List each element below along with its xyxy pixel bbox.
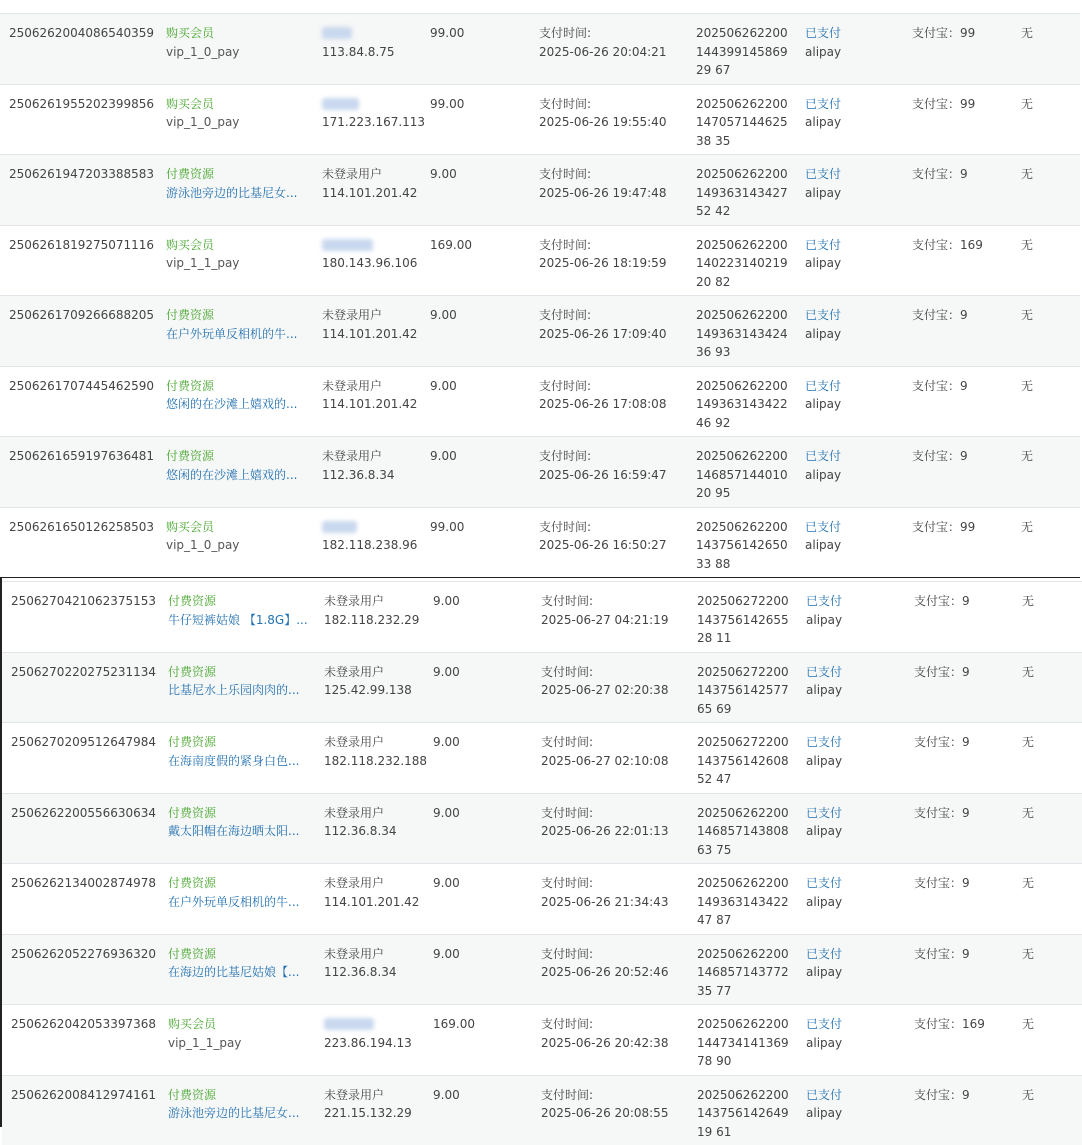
- order-amount: 169.00: [430, 236, 472, 255]
- note-value: 无: [1021, 165, 1033, 184]
- pay-time-value: 2025-06-26 16:59:47: [539, 466, 666, 485]
- pay-method: alipay: [806, 963, 842, 982]
- trade-number: 20250626220014473414136978 90: [697, 1015, 795, 1071]
- order-type-cell: [166, 306, 306, 343]
- user-cell: [322, 447, 395, 484]
- order-type-label: 付费资源: [168, 663, 308, 682]
- status-cell: [806, 733, 842, 770]
- user-cell: [322, 377, 417, 414]
- status-cell: [805, 165, 841, 202]
- pay-time-value: 2025-06-27 04:21:19: [541, 611, 668, 630]
- user-name-wrap: [322, 95, 425, 114]
- order-type-cell: [166, 95, 306, 132]
- order-type-label: 付费资源: [168, 945, 308, 964]
- note-value: 无: [1021, 95, 1033, 114]
- order-amount: 9.00: [430, 377, 457, 396]
- pay-time-value: 2025-06-26 22:01:13: [541, 822, 668, 841]
- pay-time-cell: [541, 1015, 668, 1052]
- user-cell: [324, 733, 427, 770]
- order-item-link[interactable]: vip_1_1_pay: [166, 254, 306, 273]
- order-item-link[interactable]: 戴太阳帽在海边晒太阳...: [168, 822, 306, 841]
- trade-number: 20250626220014685714380863 75: [697, 804, 795, 860]
- table-row: [0, 295, 1080, 366]
- pay-time-value: 2025-06-27 02:20:38: [541, 681, 668, 700]
- pay-time-cell: [541, 804, 668, 841]
- user-cell: [324, 663, 412, 700]
- note-value: 无: [1022, 874, 1034, 893]
- pay-detail: 支付宝：169: [912, 236, 983, 255]
- order-amount: 9.00: [430, 165, 457, 184]
- order-type-label: 购买会员: [168, 1015, 308, 1034]
- pay-time-value: 2025-06-26 19:55:40: [539, 113, 666, 132]
- pay-time-label: 支付时间:: [539, 165, 666, 184]
- order-number: 2506261650126258503: [9, 518, 154, 537]
- order-item-link[interactable]: 在户外玩单反相机的牛...: [166, 325, 304, 344]
- user-name: 未登录用户: [322, 306, 417, 325]
- order-number: 2506262200556630634: [11, 804, 156, 823]
- pay-time-label: 支付时间:: [541, 874, 668, 893]
- trade-number: 20250626220014375614264919 61: [697, 1086, 795, 1142]
- table-row: [2, 722, 1082, 793]
- pay-time-label: 支付时间:: [541, 1015, 668, 1034]
- user-cell: [322, 165, 417, 202]
- pay-detail: 支付宝：9: [912, 447, 968, 466]
- status-paid[interactable]: 已支付: [806, 592, 842, 611]
- note-value: 无: [1022, 592, 1034, 611]
- user-cell: [322, 24, 395, 61]
- order-item-link[interactable]: 游泳池旁边的比基尼女...: [168, 1104, 306, 1123]
- order-number: 2506262052276936320: [11, 945, 156, 964]
- status-paid[interactable]: 已支付: [805, 377, 841, 396]
- status-paid[interactable]: 已支付: [806, 733, 842, 752]
- order-amount: 9.00: [433, 733, 460, 752]
- order-type-label: 购买会员: [166, 95, 306, 114]
- order-amount: 9.00: [430, 306, 457, 325]
- order-amount: 9.00: [433, 1086, 460, 1105]
- order-amount: 99.00: [430, 24, 464, 43]
- pay-time-label: 支付时间:: [541, 804, 668, 823]
- pay-time-cell: [541, 663, 668, 700]
- order-type-cell: [166, 236, 306, 273]
- pay-time-value: 2025-06-26 16:50:27: [539, 536, 666, 555]
- status-cell: [805, 236, 841, 273]
- trade-number: 20250626220014936314342752 42: [696, 165, 794, 221]
- user-ip: 221.15.132.29: [324, 1104, 412, 1123]
- pay-detail: 支付宝：9: [914, 663, 970, 682]
- order-item-link[interactable]: vip_1_1_pay: [168, 1034, 308, 1053]
- status-paid[interactable]: 已支付: [805, 306, 841, 325]
- order-type-label: 购买会员: [166, 518, 306, 537]
- pay-method: alipay: [805, 466, 841, 485]
- pay-method: alipay: [805, 325, 841, 344]
- note-value: 无: [1022, 804, 1034, 823]
- note-value: 无: [1021, 377, 1033, 396]
- pay-detail: 支付宝：9: [914, 804, 970, 823]
- user-name: 未登录用户: [322, 377, 417, 396]
- pay-method: alipay: [805, 113, 841, 132]
- order-type-label: 付费资源: [168, 733, 308, 752]
- status-paid[interactable]: 已支付: [805, 236, 841, 255]
- user-ip: 114.101.201.42: [322, 395, 417, 414]
- order-item-link[interactable]: 悠闲的在沙滩上嬉戏的...: [166, 395, 304, 414]
- note-value: 无: [1021, 24, 1033, 43]
- pay-detail: 支付宝：9: [912, 306, 968, 325]
- table-row: [0, 154, 1080, 225]
- pay-time-cell: [539, 95, 666, 132]
- trade-number: 20250627220014375614257765 69: [697, 663, 795, 719]
- pay-method: alipay: [805, 184, 841, 203]
- user-name-wrap: [322, 24, 395, 43]
- trade-number: 20250626220014685714377235 77: [697, 945, 795, 1001]
- pay-detail: 支付宝：99: [912, 24, 975, 43]
- pay-time-cell: [539, 447, 666, 484]
- table-row: [0, 366, 1080, 437]
- status-paid[interactable]: 已支付: [806, 874, 842, 893]
- pay-time-label: 支付时间:: [541, 945, 668, 964]
- user-name-redacted: [322, 239, 373, 251]
- user-name: 未登录用户: [322, 165, 417, 184]
- status-paid[interactable]: 已支付: [805, 24, 841, 43]
- order-item-link[interactable]: 在海边的比基尼姑娘【...: [168, 963, 306, 982]
- table-row: [0, 507, 1080, 578]
- pay-time-value: 2025-06-26 20:42:38: [541, 1034, 668, 1053]
- pay-method: alipay: [806, 1104, 842, 1123]
- user-ip: 182.118.232.29: [324, 611, 419, 630]
- status-cell: [805, 95, 841, 132]
- pay-time-cell: [539, 518, 666, 555]
- pay-time-cell: [539, 377, 666, 414]
- trade-number: 20250626220014705714462538 35: [696, 95, 794, 151]
- note-value: 无: [1022, 733, 1034, 752]
- order-item-link[interactable]: 游泳池旁边的比基尼女...: [166, 184, 304, 203]
- order-type-label: 付费资源: [166, 306, 306, 325]
- status-paid[interactable]: 已支付: [806, 945, 842, 964]
- pay-time-label: 支付时间:: [539, 95, 666, 114]
- order-amount: 9.00: [430, 447, 457, 466]
- order-item-link[interactable]: vip_1_0_pay: [166, 113, 306, 132]
- status-cell: [806, 663, 842, 700]
- order-type-cell: [168, 1015, 308, 1052]
- pay-time-label: 支付时间:: [541, 733, 668, 752]
- table-row: [2, 863, 1082, 934]
- table-row: [2, 581, 1082, 652]
- pay-time-value: 2025-06-26 20:04:21: [539, 43, 666, 62]
- user-name-wrap: [324, 1015, 412, 1034]
- order-type-cell: [168, 733, 308, 770]
- order-item-link[interactable]: 在海南度假的紧身白色...: [168, 752, 306, 771]
- pay-time-cell: [541, 592, 668, 629]
- pay-time-cell: [539, 24, 666, 61]
- user-cell: [322, 518, 417, 555]
- order-number: 2506262042053397368: [11, 1015, 156, 1034]
- note-value: 无: [1022, 1015, 1034, 1034]
- order-type-cell: [166, 165, 306, 202]
- table-row: [2, 1075, 1082, 1145]
- order-number: 2506261659197636481: [9, 447, 154, 466]
- pay-time-label: 支付时间:: [539, 306, 666, 325]
- pay-time-value: 2025-06-26 20:08:55: [541, 1104, 668, 1123]
- trade-number: 20250626220014439914586929 67: [696, 24, 794, 80]
- order-item-link[interactable]: 在户外玩单反相机的牛...: [168, 893, 306, 912]
- status-paid[interactable]: 已支付: [806, 663, 842, 682]
- user-ip: 112.36.8.34: [322, 466, 395, 485]
- order-number: 2506261819275071116: [9, 236, 154, 255]
- user-cell: [324, 874, 419, 911]
- user-name: 未登录用户: [324, 663, 412, 682]
- trade-number: 20250626220014022314021920 82: [696, 236, 794, 292]
- pay-time-value: 2025-06-26 19:47:48: [539, 184, 666, 203]
- order-amount: 99.00: [430, 518, 464, 537]
- order-type-cell: [166, 24, 306, 61]
- user-cell: [324, 1015, 412, 1052]
- pay-time-value: 2025-06-26 17:09:40: [539, 325, 666, 344]
- order-number: 2506262134002874978: [11, 874, 156, 893]
- user-name-redacted: [322, 521, 357, 533]
- order-type-label: 付费资源: [166, 165, 306, 184]
- order-item-link[interactable]: 比基尼水上乐园肉肉的...: [168, 681, 306, 700]
- table-row: [2, 1004, 1082, 1075]
- table-row: [2, 652, 1082, 723]
- pay-time-value: 2025-06-26 18:19:59: [539, 254, 666, 273]
- pay-time-value: 2025-06-26 20:52:46: [541, 963, 668, 982]
- trade-number: 20250626220014685714401020 95: [696, 447, 794, 503]
- order-type-cell: [168, 1086, 308, 1123]
- pay-time-value: 2025-06-27 02:10:08: [541, 752, 668, 771]
- pay-time-cell: [539, 306, 666, 343]
- pay-time-cell: [539, 236, 666, 273]
- pay-method: alipay: [805, 43, 841, 62]
- user-cell: [324, 804, 397, 841]
- trade-number: 20250626220014375614265033 88: [696, 518, 794, 574]
- user-cell: [324, 1086, 412, 1123]
- pay-detail: 支付宝：9: [912, 377, 968, 396]
- order-number: 2506261709266688205: [9, 306, 154, 325]
- note-value: 无: [1021, 447, 1033, 466]
- pay-time-value: 2025-06-26 21:34:43: [541, 893, 668, 912]
- status-cell: [805, 306, 841, 343]
- user-name-wrap: [322, 236, 417, 255]
- user-name: 未登录用户: [324, 874, 419, 893]
- table-row: [0, 84, 1080, 155]
- pay-time-value: 2025-06-26 17:08:08: [539, 395, 666, 414]
- note-value: 无: [1022, 1086, 1034, 1105]
- pay-detail: 支付宝：9: [914, 733, 970, 752]
- pay-method: alipay: [806, 1034, 842, 1053]
- order-amount: 9.00: [433, 592, 460, 611]
- table-row: [0, 436, 1080, 507]
- pay-time-cell: [541, 945, 668, 982]
- trade-number: 20250626220014936314342246 92: [696, 377, 794, 433]
- user-name-redacted: [324, 1018, 374, 1030]
- table-row: [2, 793, 1082, 864]
- user-name: 未登录用户: [324, 1086, 412, 1105]
- pay-method: alipay: [805, 254, 841, 273]
- user-ip: 114.101.201.42: [322, 325, 417, 344]
- order-type-cell: [168, 874, 308, 911]
- order-type-label: 付费资源: [166, 377, 306, 396]
- pay-time-label: 支付时间:: [539, 377, 666, 396]
- user-ip: 112.36.8.34: [324, 963, 397, 982]
- order-number: 2506261955202399856: [9, 95, 154, 114]
- order-type-cell: [168, 945, 308, 982]
- order-type-label: 付费资源: [168, 804, 308, 823]
- status-cell: [805, 377, 841, 414]
- pay-time-label: 支付时间:: [539, 24, 666, 43]
- order-amount: 9.00: [433, 804, 460, 823]
- user-ip: 113.84.8.75: [322, 43, 395, 62]
- pay-detail: 支付宝：9: [914, 1086, 970, 1105]
- order-item-link[interactable]: vip_1_0_pay: [166, 43, 306, 62]
- user-name-redacted: [322, 98, 359, 110]
- user-cell: [324, 945, 397, 982]
- status-paid[interactable]: 已支付: [805, 447, 841, 466]
- status-cell: [805, 447, 841, 484]
- note-value: 无: [1021, 518, 1033, 537]
- orders-table-bottom: [0, 577, 1080, 1127]
- pay-time-label: 支付时间:: [541, 592, 668, 611]
- pay-method: alipay: [805, 536, 841, 555]
- status-cell: [805, 24, 841, 61]
- order-item-link[interactable]: vip_1_0_pay: [166, 536, 306, 555]
- pay-time-label: 支付时间:: [541, 1086, 668, 1105]
- status-cell: [806, 1086, 842, 1123]
- user-cell: [322, 306, 417, 343]
- order-number: 2506262004086540359: [9, 24, 154, 43]
- pay-time-cell: [541, 733, 668, 770]
- pay-time-label: 支付时间:: [541, 663, 668, 682]
- note-value: 无: [1021, 236, 1033, 255]
- pay-method: alipay: [806, 681, 842, 700]
- status-cell: [806, 804, 842, 841]
- order-type-cell: [168, 592, 308, 629]
- pay-time-label: 支付时间:: [539, 447, 666, 466]
- pay-method: alipay: [806, 752, 842, 771]
- user-ip: 171.223.167.113: [322, 113, 425, 132]
- order-type-label: 付费资源: [166, 447, 306, 466]
- trade-number: 20250626220014936314342247 87: [697, 874, 795, 930]
- user-name: 未登录用户: [322, 447, 395, 466]
- table-row: [0, 13, 1080, 84]
- user-cell: [322, 236, 417, 273]
- pay-time-cell: [541, 874, 668, 911]
- order-number: 2506262008412974161: [11, 1086, 156, 1105]
- pay-detail: 支付宝：9: [914, 874, 970, 893]
- note-value: 无: [1022, 945, 1034, 964]
- pay-method: alipay: [806, 611, 842, 630]
- pay-detail: 支付宝：99: [912, 518, 975, 537]
- status-paid[interactable]: 已支付: [805, 165, 841, 184]
- order-number: 2506261707445462590: [9, 377, 154, 396]
- pay-time-label: 支付时间:: [539, 518, 666, 537]
- user-ip: 182.118.232.188: [324, 752, 427, 771]
- order-amount: 99.00: [430, 95, 464, 114]
- status-paid[interactable]: 已支付: [805, 518, 841, 537]
- user-name: 未登录用户: [324, 733, 427, 752]
- pay-detail: 支付宝：9: [912, 165, 968, 184]
- order-amount: 9.00: [433, 874, 460, 893]
- pay-detail: 支付宝：99: [912, 95, 975, 114]
- order-amount: 169.00: [433, 1015, 475, 1034]
- order-amount: 9.00: [433, 945, 460, 964]
- user-name: 未登录用户: [324, 945, 397, 964]
- pay-time-label: 支付时间:: [539, 236, 666, 255]
- order-type-cell: [168, 663, 308, 700]
- order-type-cell: [166, 377, 306, 414]
- order-type-label: 付费资源: [168, 874, 308, 893]
- pay-time-cell: [539, 165, 666, 202]
- user-name: 未登录用户: [324, 804, 397, 823]
- trade-number: 20250627220014375614265528 11: [697, 592, 795, 648]
- order-number: 2506270220275231134: [11, 663, 156, 682]
- order-type-label: 购买会员: [166, 236, 306, 255]
- status-paid[interactable]: 已支付: [806, 1086, 842, 1105]
- status-cell: [806, 592, 842, 629]
- pay-method: alipay: [806, 822, 842, 841]
- user-name: 未登录用户: [324, 592, 419, 611]
- pay-detail: 支付宝：169: [914, 1015, 985, 1034]
- status-cell: [806, 945, 842, 982]
- order-type-cell: [168, 804, 308, 841]
- pay-time-cell: [541, 1086, 668, 1123]
- user-ip: 114.101.201.42: [322, 184, 417, 203]
- order-type-label: 购买会员: [166, 24, 306, 43]
- order-number: 2506270421062375153: [11, 592, 156, 611]
- note-value: 无: [1022, 663, 1034, 682]
- user-name-wrap: [322, 518, 417, 537]
- order-number: 2506270209512647984: [11, 733, 156, 752]
- order-amount: 9.00: [433, 663, 460, 682]
- pay-detail: 支付宝：9: [914, 592, 970, 611]
- note-value: 无: [1021, 306, 1033, 325]
- order-item-link[interactable]: 牛仔短裤姑娘 【1.8G】...: [168, 611, 306, 630]
- status-paid[interactable]: 已支付: [806, 1015, 842, 1034]
- order-type-label: 付费资源: [168, 592, 308, 611]
- pay-method: alipay: [805, 395, 841, 414]
- user-ip: 223.86.194.13: [324, 1034, 412, 1053]
- table-row: [0, 225, 1080, 296]
- order-item-link[interactable]: 悠闲的在沙滩上嬉戏的...: [166, 466, 304, 485]
- user-ip: 125.42.99.138: [324, 681, 412, 700]
- order-number: 2506261947203388583: [9, 165, 154, 184]
- order-type-cell: [166, 518, 306, 555]
- order-type-label: 付费资源: [168, 1086, 308, 1105]
- user-ip: 180.143.96.106: [322, 254, 417, 273]
- status-cell: [806, 874, 842, 911]
- pay-detail: 支付宝：9: [914, 945, 970, 964]
- trade-number: 20250626220014936314342436 93: [696, 306, 794, 362]
- user-name-redacted: [322, 27, 352, 39]
- trade-number: 20250627220014375614260852 47: [697, 733, 795, 789]
- user-cell: [324, 592, 419, 629]
- user-ip: 112.36.8.34: [324, 822, 397, 841]
- status-paid[interactable]: 已支付: [805, 95, 841, 114]
- user-ip: 182.118.238.96: [322, 536, 417, 555]
- status-cell: [805, 518, 841, 555]
- user-ip: 114.101.201.42: [324, 893, 419, 912]
- pay-method: alipay: [806, 893, 842, 912]
- user-cell: [322, 95, 425, 132]
- order-type-cell: [166, 447, 306, 484]
- status-cell: [806, 1015, 842, 1052]
- status-paid[interactable]: 已支付: [806, 804, 842, 823]
- table-row: [2, 934, 1082, 1005]
